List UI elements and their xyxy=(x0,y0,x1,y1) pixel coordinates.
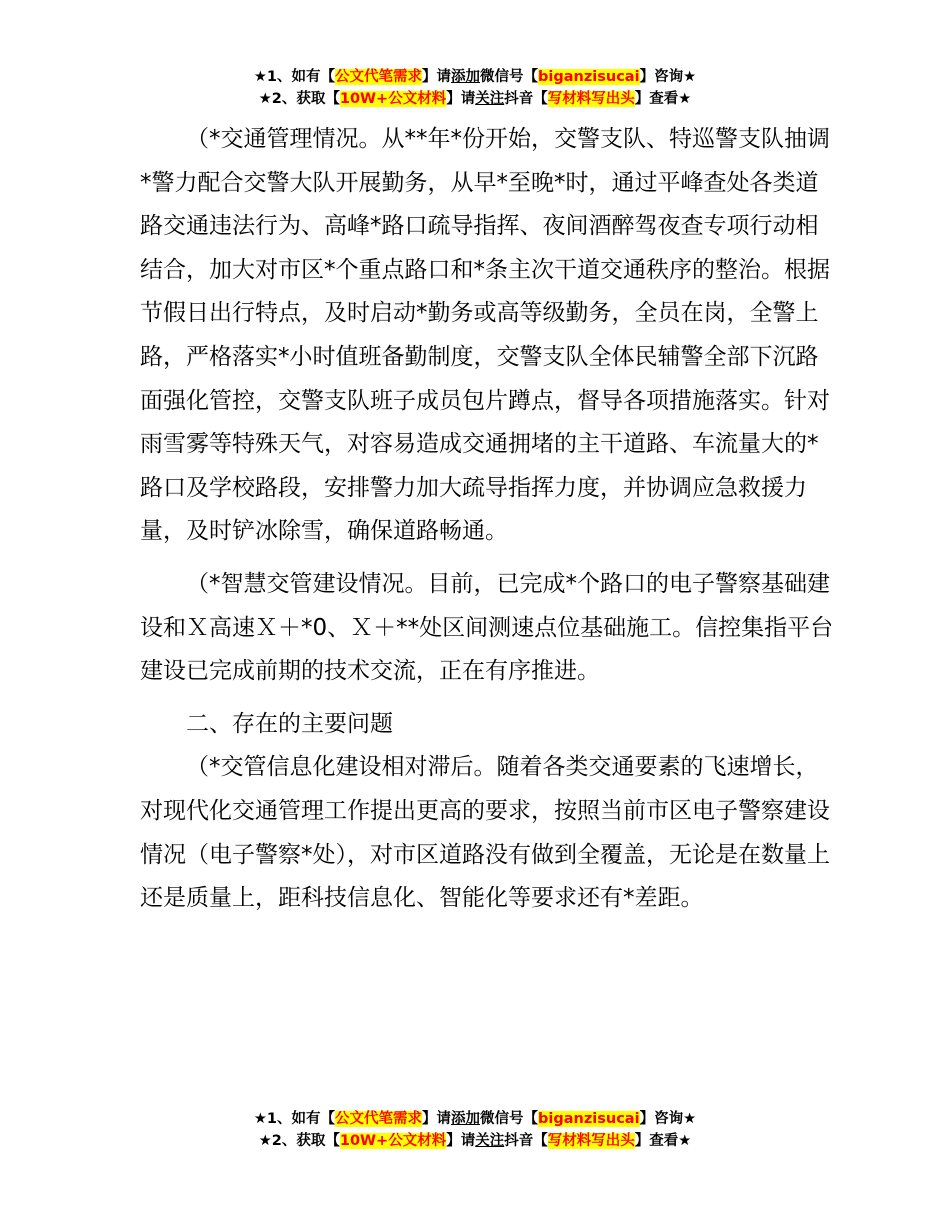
banner-line-1 xyxy=(0,66,950,88)
footer-banner xyxy=(0,1108,950,1152)
banner-text: 】请 xyxy=(446,91,476,107)
banner-text: 】请 xyxy=(422,1111,452,1127)
underlined-text: 添加 xyxy=(451,69,481,85)
section-heading: 二、存在的主要问题 xyxy=(186,710,393,737)
banner-text: 】查看★ xyxy=(634,91,692,107)
paragraph-smart-traffic: （*智慧交管建设情况。目前，已完成*个路口的电子警察基础建设和Ｘ高速Ｘ＋*0、Ｘ＋**处区间测速点位基础施工。信控集指平台建设已完成前期的技术交流，正在有序推进。 xyxy=(140,570,834,685)
banner-line-2 xyxy=(0,88,950,110)
banner-text: 抖音【 xyxy=(504,1133,548,1149)
banner-text: 微信号【 xyxy=(480,69,539,85)
underlined-text: 关注 xyxy=(475,91,505,107)
highlight-text: 公文代笔需求 xyxy=(335,1111,423,1127)
header-banner xyxy=(0,66,950,110)
highlight-text: 写材料写出头 xyxy=(547,91,635,107)
highlight-text: biganzisucai xyxy=(538,1111,640,1127)
underlined-text: 关注 xyxy=(475,1133,505,1149)
highlight-text: 公文代笔需求 xyxy=(335,69,423,85)
banner-text: 微信号【 xyxy=(480,1111,539,1127)
underlined-text: 添加 xyxy=(451,1111,481,1127)
banner-line-2 xyxy=(0,1130,950,1152)
banner-text: 抖音【 xyxy=(504,91,548,107)
banner-text: 】咨询★ xyxy=(639,1111,697,1127)
banner-text: 】咨询★ xyxy=(639,69,697,85)
banner-line-1 xyxy=(0,1108,950,1130)
paragraph-main-problems: （*交管信息化建设相对滞后。随着各类交通要素的飞速增长，对现代化交通管理工作提出更高的要求，按照当前市区电子警察建设情况（电子警察*处），对市区道路没有做到全覆盖，无论是在数量上还是质量上，距科技信息化、智能化等要求还有*差距。 xyxy=(140,754,830,912)
banner-text: 】查看★ xyxy=(634,1133,692,1149)
banner-text: 】请 xyxy=(446,1133,476,1149)
highlight-text: 10W+公文材料 xyxy=(339,1133,447,1149)
document-body xyxy=(140,118,835,921)
highlight-text: 写材料写出头 xyxy=(547,1133,635,1149)
banner-text: ★2、获取【 xyxy=(258,91,340,107)
highlight-text: biganzisucai xyxy=(538,69,640,85)
paragraph-traffic-management: （*交通管理情况。从**年*份开始，交警支队、特巡警支队抽调*警力配合交警大队开展勤务，从早*至晚*时，通过平峰查处各类道路交通违法行为、高峰*路口疏导指挥、夜间酒醉驾夜查专项行动相结合，加大对市区*个重点路口和*条主次干道交通秩序的整治。根据节假日出行特点，及时启动*勤务或高等级勤务，全员在岗，全警上路，严格落实*小时值班备勤制度，交警支队全体民辅警全部下沉路面强化管控，交警支队班子成员包片蹲点，督导各项措施落实。针对雨雪雾等特殊天气，对容易造成交通拥堵的主干道路、车流量大的*路口及学校路段，安排警力加大疏导指挥力度，并协调应急救援力量，及时铲冰除雪，确保道路畅通。 xyxy=(140,126,830,545)
banner-text: ★1、如有【 xyxy=(253,1111,336,1127)
banner-text: ★1、如有【 xyxy=(253,69,336,85)
highlight-text: 10W+公文材料 xyxy=(339,91,447,107)
banner-text: ★2、获取【 xyxy=(258,1133,340,1149)
banner-text: 】请 xyxy=(422,69,452,85)
